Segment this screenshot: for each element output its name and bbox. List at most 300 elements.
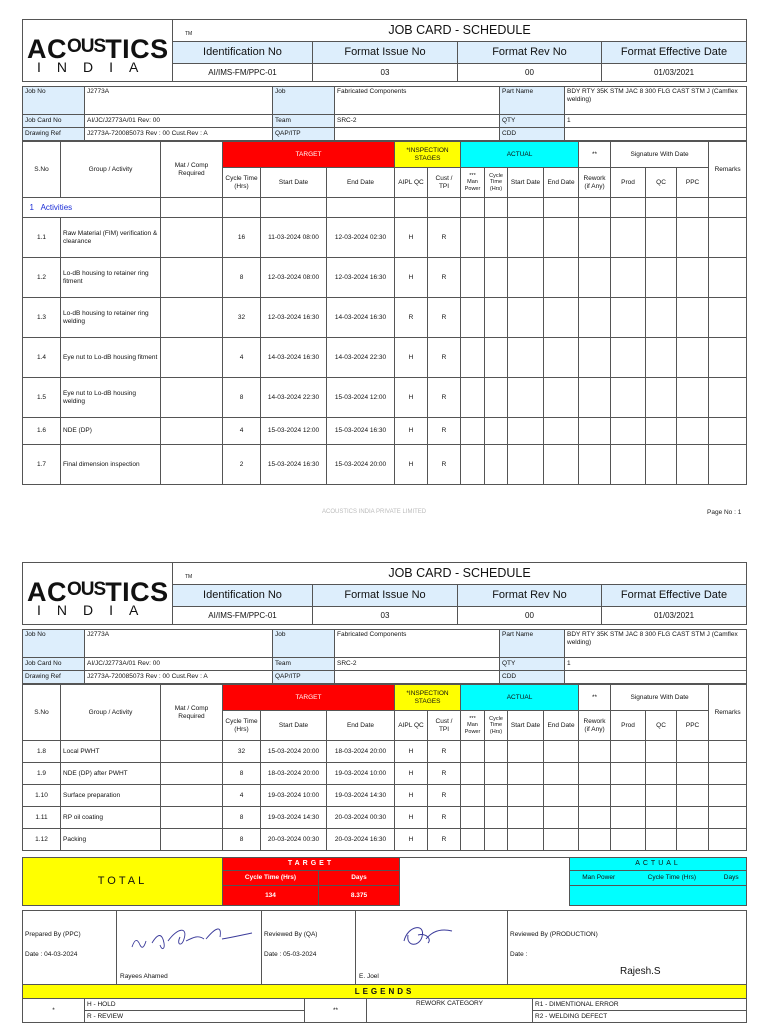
row-cycle-time: 4 — [223, 785, 261, 807]
row-activity: Packing — [61, 829, 161, 851]
row-sno: 1.8 — [23, 741, 61, 763]
legend-star-2: ** — [305, 999, 367, 1023]
row-blank-cell — [544, 785, 579, 807]
row-blank-cell — [508, 807, 544, 829]
row-aipl-qc: H — [395, 445, 428, 485]
page-2 — [0, 562, 768, 1024]
row-blank-cell — [485, 445, 508, 485]
row-cycle-time: 8 — [223, 258, 261, 298]
prepared-by-date: Date : 04-03-2024 — [25, 950, 78, 958]
logo-subtext-2: INDIA — [37, 601, 155, 618]
row-blank-cell — [461, 763, 485, 785]
total-act-cycle-label: Cycle Time (Hrs) — [647, 874, 697, 882]
col-qc: QC — [646, 168, 677, 198]
row-blank-cell — [508, 218, 544, 258]
row-blank-cell — [485, 763, 508, 785]
issue-no-header-2: Format Issue No — [313, 585, 458, 607]
row-blank-cell — [579, 741, 611, 763]
col-remarks: Remarks — [709, 142, 747, 198]
row-blank-cell — [611, 829, 646, 851]
row-mat — [161, 785, 223, 807]
row-cycle-time: 4 — [223, 418, 261, 445]
row-blank-cell — [485, 338, 508, 378]
prepared-by-name: Rayees Ahamed — [120, 973, 168, 981]
row-blank-cell — [709, 258, 747, 298]
logo — [23, 20, 193, 82]
total-days-value: 8.375 — [319, 886, 400, 906]
row-blank-cell — [709, 445, 747, 485]
row-blank-cell — [461, 829, 485, 851]
legend-star-1: * — [23, 999, 85, 1023]
col-end-date: End Date — [327, 168, 395, 198]
row-end-date: 20-03-2024 00:30 — [327, 807, 395, 829]
reviewed-prod-label: Reviewed By (PRODUCTION) — [510, 931, 598, 938]
team-label-2: Team — [273, 658, 335, 671]
row-sno: 1.4 — [23, 338, 61, 378]
job-value: Fabricated Components — [335, 87, 500, 115]
qap-label: QAP/ITP — [273, 128, 335, 141]
row-sno: 1.9 — [23, 763, 61, 785]
row-blank-cell — [677, 829, 709, 851]
rev-no-header: Format Rev No — [458, 42, 602, 64]
row-blank-cell — [579, 418, 611, 445]
table-row — [23, 445, 747, 485]
row-blank-cell — [544, 298, 579, 338]
id-no-value-2: AI/IMS-FM/PPC-01 — [173, 607, 313, 625]
row-sno: 1.5 — [23, 378, 61, 418]
row-start-date: 11-03-2024 08:00 — [261, 218, 327, 258]
row-blank-cell — [544, 418, 579, 445]
row-blank-cell — [709, 785, 747, 807]
col-start-date: Start Date — [261, 168, 327, 198]
effective-date-value-2: 01/03/2021 — [602, 607, 747, 625]
col-act-cycle: Cycle Time (Hrs) — [485, 168, 508, 198]
team-value: SRC-2 — [335, 115, 500, 128]
table-row — [23, 807, 747, 829]
row-blank-cell — [544, 741, 579, 763]
row-blank-cell — [508, 741, 544, 763]
row-mat — [161, 807, 223, 829]
row-blank-cell — [579, 807, 611, 829]
row-blank-cell — [461, 338, 485, 378]
row-cycle-time: 8 — [223, 807, 261, 829]
cdd-value-2 — [565, 671, 747, 684]
col-man-power-2: *** Man Power — [461, 711, 485, 741]
col-cust-tpi-2: Cust / TPI — [428, 711, 461, 741]
job-no-value-2: J2773A — [85, 630, 273, 658]
col-rework-star: ** — [579, 142, 611, 168]
total-actual-labels — [570, 871, 747, 886]
col-cycle-time-2: Cycle Time (Hrs) — [223, 711, 261, 741]
job-no-value: J2773A — [85, 87, 273, 115]
row-blank-cell — [579, 298, 611, 338]
id-no-header-2: Identification No — [173, 585, 313, 607]
reviewed-qa-cell — [262, 911, 356, 985]
team-label: Team — [273, 115, 335, 128]
row-blank-cell — [508, 338, 544, 378]
row-blank-cell — [646, 741, 677, 763]
drawing-ref-value: J2773A-720085073 Rev : 00 Cust.Rev : A — [85, 128, 273, 141]
row-blank-cell — [709, 741, 747, 763]
legends-table — [22, 984, 747, 1023]
table-row — [23, 418, 747, 445]
col-cycle-time: Cycle Time (Hrs) — [223, 168, 261, 198]
row-blank-cell — [544, 218, 579, 258]
row-blank-cell — [677, 418, 709, 445]
row-cust-tpi: R — [428, 807, 461, 829]
col-target-2: TARGET — [223, 685, 395, 711]
row-blank-cell — [485, 785, 508, 807]
row-cycle-time: 16 — [223, 218, 261, 258]
schedule-table-2 — [22, 684, 747, 851]
row-blank-cell — [611, 258, 646, 298]
row-blank-cell — [544, 378, 579, 418]
row-blank-cell — [646, 298, 677, 338]
signature-rayees-icon — [122, 919, 262, 959]
total-spacer — [400, 858, 570, 906]
row-blank-cell — [646, 258, 677, 298]
row-activity: Eye nut to Lo-dB housing welding — [61, 378, 161, 418]
rev-no-value: 00 — [458, 64, 602, 82]
row-start-date: 18-03-2024 20:00 — [261, 763, 327, 785]
col-actual-2: ACTUAL — [461, 685, 579, 711]
row-blank-cell — [579, 763, 611, 785]
row-blank-cell — [709, 338, 747, 378]
row-end-date: 15-03-2024 16:30 — [327, 418, 395, 445]
job-label-2: Job — [273, 630, 335, 658]
row-blank-cell — [646, 378, 677, 418]
row-end-date: 15-03-2024 20:00 — [327, 445, 395, 485]
row-cycle-time: 32 — [223, 741, 261, 763]
issue-no-value: 03 — [313, 64, 458, 82]
row-blank-cell — [677, 258, 709, 298]
row-sno: 1.6 — [23, 418, 61, 445]
row-blank-cell — [508, 298, 544, 338]
row-blank-cell — [611, 338, 646, 378]
col-rework-star-2: ** — [579, 685, 611, 711]
row-blank-cell — [677, 378, 709, 418]
row-end-date: 20-03-2024 16:30 — [327, 829, 395, 851]
header-table-2 — [22, 562, 747, 625]
cdd-value — [565, 128, 747, 141]
row-end-date: 18-03-2024 20:00 — [327, 741, 395, 763]
col-act-start-2: Start Date — [508, 711, 544, 741]
legend-r1: R1 - DIMENTIONAL ERROR — [533, 999, 747, 1011]
row-aipl-qc: H — [395, 785, 428, 807]
col-cust-tpi: Cust / TPI — [428, 168, 461, 198]
row-mat — [161, 298, 223, 338]
row-end-date: 19-03-2024 10:00 — [327, 763, 395, 785]
part-name-value: BDY RTY 35K STM JAC 8 300 FLG CAST STM J (Camflex welding) — [565, 87, 747, 115]
job-value-2: Fabricated Components — [335, 630, 500, 658]
row-blank-cell — [508, 829, 544, 851]
effective-date-header-2: Format Effective Date — [602, 585, 747, 607]
row-blank-cell — [709, 218, 747, 258]
legend-review: R - REVIEW — [85, 1011, 305, 1023]
row-start-date: 19-03-2024 10:00 — [261, 785, 327, 807]
row-blank-cell — [508, 378, 544, 418]
job-card-value: AI/JC/J2773A/01 Rev: 00 — [85, 115, 273, 128]
row-cycle-time: 8 — [223, 763, 261, 785]
table-row — [23, 338, 747, 378]
row-cust-tpi: R — [428, 445, 461, 485]
row-blank-cell — [579, 785, 611, 807]
row-mat — [161, 418, 223, 445]
table-row — [23, 298, 747, 338]
reviewed-qa-name: E. Joel — [359, 973, 379, 981]
row-cycle-time: 8 — [223, 378, 261, 418]
row-mat — [161, 763, 223, 785]
table-row — [23, 258, 747, 298]
reviewed-qa-label: Reviewed By (QA) — [264, 931, 318, 938]
info-table — [22, 86, 747, 141]
col-act-end: End Date — [544, 168, 579, 198]
row-activity: Final dimension inspection — [61, 445, 161, 485]
row-blank-cell — [677, 218, 709, 258]
effective-date-value: 01/03/2021 — [602, 64, 747, 82]
row-blank-cell — [611, 785, 646, 807]
row-blank-cell — [461, 258, 485, 298]
logo-wordmark-2: $AC^{OUS}TICS$ — [27, 576, 169, 607]
row-cust-tpi: R — [428, 785, 461, 807]
col-prod-2: Prod — [611, 711, 646, 741]
col-act-end-2: End Date — [544, 711, 579, 741]
row-blank-cell — [544, 445, 579, 485]
prepared-by-label: Prepared By (PPC) — [25, 931, 81, 938]
row-mat — [161, 378, 223, 418]
prepared-signature-cell — [117, 911, 262, 985]
row-blank-cell — [579, 829, 611, 851]
cdd-label: CDD — [500, 128, 565, 141]
cdd-label-2: CDD — [500, 671, 565, 684]
row-cust-tpi: R — [428, 298, 461, 338]
row-activity: Lo-dB housing to retainer ring fitment — [61, 258, 161, 298]
row-aipl-qc: H — [395, 378, 428, 418]
row-aipl-qc: H — [395, 763, 428, 785]
qty-label: QTY — [500, 115, 565, 128]
row-blank-cell — [677, 741, 709, 763]
table-row — [23, 378, 747, 418]
drawing-ref-label: Drawing Ref — [23, 128, 85, 141]
col-ppc-2: PPC — [677, 711, 709, 741]
job-card-label-2: Job Card No — [23, 658, 85, 671]
row-mat — [161, 338, 223, 378]
schedule-table — [22, 141, 747, 485]
logo-tm: TM — [185, 30, 193, 37]
row-end-date: 14-03-2024 16:30 — [327, 298, 395, 338]
total-days-label: Days — [319, 871, 400, 886]
legends-title: LEGENDS — [23, 985, 747, 999]
row-blank-cell — [646, 807, 677, 829]
header-table — [22, 19, 747, 82]
row-blank-cell — [461, 418, 485, 445]
qty-value-2: 1 — [565, 658, 747, 671]
row-mat — [161, 258, 223, 298]
job-no-label: Job No — [23, 87, 85, 115]
row-end-date: 12-03-2024 16:30 — [327, 258, 395, 298]
reviewed-prod-date: Date : — [510, 950, 528, 958]
col-signature: Signature With Date — [611, 142, 709, 168]
row-blank-cell — [709, 829, 747, 851]
row-cust-tpi: R — [428, 741, 461, 763]
row-blank-cell — [579, 258, 611, 298]
row-blank-cell — [544, 258, 579, 298]
row-blank-cell — [461, 218, 485, 258]
drawing-ref-value-2: J2773A-720085073 Rev : 00 Cust.Rev : A — [85, 671, 273, 684]
row-aipl-qc: R — [395, 298, 428, 338]
row-aipl-qc: H — [395, 829, 428, 851]
legend-r2: R2 - WELDING DEFECT — [533, 1011, 747, 1023]
row-sno: 1.7 — [23, 445, 61, 485]
issue-no-header: Format Issue No — [313, 42, 458, 64]
row-blank-cell — [611, 445, 646, 485]
row-activity: Raw Material (FIM) verification & clearance — [61, 218, 161, 258]
row-cycle-time: 2 — [223, 445, 261, 485]
row-blank-cell — [709, 807, 747, 829]
row-blank-cell — [485, 829, 508, 851]
row-activity: Lo-dB housing to retainer ring welding — [61, 298, 161, 338]
job-card-value-2: AI/JC/J2773A/01 Rev: 00 — [85, 658, 273, 671]
row-blank-cell — [485, 418, 508, 445]
col-sno: S.No — [23, 142, 61, 198]
table-row — [23, 741, 747, 763]
row-start-date: 20-03-2024 00:30 — [261, 829, 327, 851]
drawing-ref-label-2: Drawing Ref — [23, 671, 85, 684]
total-man-label: Man Power — [582, 874, 616, 882]
rev-no-header-2: Format Rev No — [458, 585, 602, 607]
row-blank-cell — [611, 378, 646, 418]
logo-subtext: INDIA — [37, 58, 155, 75]
row-blank-cell — [461, 445, 485, 485]
row-start-date: 14-03-2024 16:30 — [261, 338, 327, 378]
col-sno-2: S.No — [23, 685, 61, 741]
row-activity: Eye nut to Lo-dB housing fitment — [61, 338, 161, 378]
col-actual: ACTUAL — [461, 142, 579, 168]
col-prod: Prod — [611, 168, 646, 198]
logo-tm-2: TM — [185, 573, 193, 580]
table-row — [23, 829, 747, 851]
row-blank-cell — [579, 445, 611, 485]
total-cycle-value: 134 — [223, 886, 319, 906]
row-sno: 1.2 — [23, 258, 61, 298]
part-name-label-2: Part Name — [500, 630, 565, 658]
row-blank-cell — [508, 785, 544, 807]
col-man-power: *** Man Power — [461, 168, 485, 198]
row-sno: 1.1 — [23, 218, 61, 258]
info-table-2 — [22, 629, 747, 684]
row-blank-cell — [544, 829, 579, 851]
page-title-2: JOB CARD - SCHEDULE — [173, 563, 747, 585]
row-blank-cell — [485, 258, 508, 298]
row-blank-cell — [544, 763, 579, 785]
row-sno: 1.11 — [23, 807, 61, 829]
row-blank-cell — [709, 378, 747, 418]
row-start-date: 14-03-2024 22:30 — [261, 378, 327, 418]
row-sno: 1.10 — [23, 785, 61, 807]
row-activity: NDE (DP) after PWHT — [61, 763, 161, 785]
row-sno: 1.3 — [23, 298, 61, 338]
row-blank-cell — [677, 763, 709, 785]
row-blank-cell — [646, 785, 677, 807]
row-blank-cell — [677, 807, 709, 829]
row-start-date: 15-03-2024 20:00 — [261, 741, 327, 763]
total-table — [22, 857, 747, 906]
row-blank-cell — [677, 785, 709, 807]
col-inspection-stages-2: *INSPECTION STAGES — [395, 685, 461, 711]
row-blank-cell — [544, 338, 579, 378]
id-no-header: Identification No — [173, 42, 313, 64]
row-blank-cell — [709, 763, 747, 785]
qap-value — [335, 128, 500, 141]
total-target-header: TARGET — [223, 858, 400, 871]
reviewed-prod-name: Rajesh.S — [620, 966, 661, 977]
row-cust-tpi: R — [428, 378, 461, 418]
qty-value: 1 — [565, 115, 747, 128]
row-start-date: 19-03-2024 14:30 — [261, 807, 327, 829]
footer-company: ACOUSTICS INDIA PRIVATE LIMITED — [322, 509, 427, 515]
row-blank-cell — [544, 807, 579, 829]
row-aipl-qc: H — [395, 218, 428, 258]
legend-hold: H - HOLD — [85, 999, 305, 1011]
row-blank-cell — [709, 418, 747, 445]
row-blank-cell — [461, 378, 485, 418]
footer-page-no: Page No : 1 — [707, 509, 742, 516]
row-mat — [161, 445, 223, 485]
col-mat-comp-2: Mat / Comp Required — [161, 685, 223, 741]
row-blank-cell — [611, 741, 646, 763]
row-blank-cell — [485, 218, 508, 258]
row-cust-tpi: R — [428, 258, 461, 298]
row-start-date: 12-03-2024 08:00 — [261, 258, 327, 298]
row-blank-cell — [677, 338, 709, 378]
col-rework-2: Rework (if Any) — [579, 711, 611, 741]
col-qc-2: QC — [646, 711, 677, 741]
qty-label-2: QTY — [500, 658, 565, 671]
col-remarks-2: Remarks — [709, 685, 747, 741]
row-blank-cell — [461, 785, 485, 807]
col-group-activity: Group / Activity — [61, 142, 161, 198]
row-blank-cell — [508, 258, 544, 298]
row-start-date: 12-03-2024 16:30 — [261, 298, 327, 338]
part-name-label: Part Name — [500, 87, 565, 115]
row-blank-cell — [508, 445, 544, 485]
row-blank-cell — [611, 418, 646, 445]
col-rework: Rework (if Any) — [579, 168, 611, 198]
row-blank-cell — [646, 418, 677, 445]
row-blank-cell — [646, 829, 677, 851]
table-row — [23, 763, 747, 785]
row-end-date: 12-03-2024 02:30 — [327, 218, 395, 258]
signature-joel-icon — [396, 917, 466, 957]
section-label: 1 Activities — [23, 198, 161, 218]
col-aipl-qc: AIPL QC — [395, 168, 428, 198]
row-cust-tpi: R — [428, 829, 461, 851]
row-blank-cell — [485, 298, 508, 338]
total-actual-values — [570, 886, 747, 906]
job-no-label-2: Job No — [23, 630, 85, 658]
team-value-2: SRC-2 — [335, 658, 500, 671]
row-aipl-qc: H — [395, 338, 428, 378]
table-row — [23, 218, 747, 258]
row-end-date: 19-03-2024 14:30 — [327, 785, 395, 807]
row-activity: NDE (DP) — [61, 418, 161, 445]
row-mat — [161, 218, 223, 258]
col-ppc: PPC — [677, 168, 709, 198]
col-act-start: Start Date — [508, 168, 544, 198]
id-no-value: AI/IMS-FM/PPC-01 — [173, 64, 313, 82]
job-label: Job — [273, 87, 335, 115]
row-blank-cell — [709, 298, 747, 338]
